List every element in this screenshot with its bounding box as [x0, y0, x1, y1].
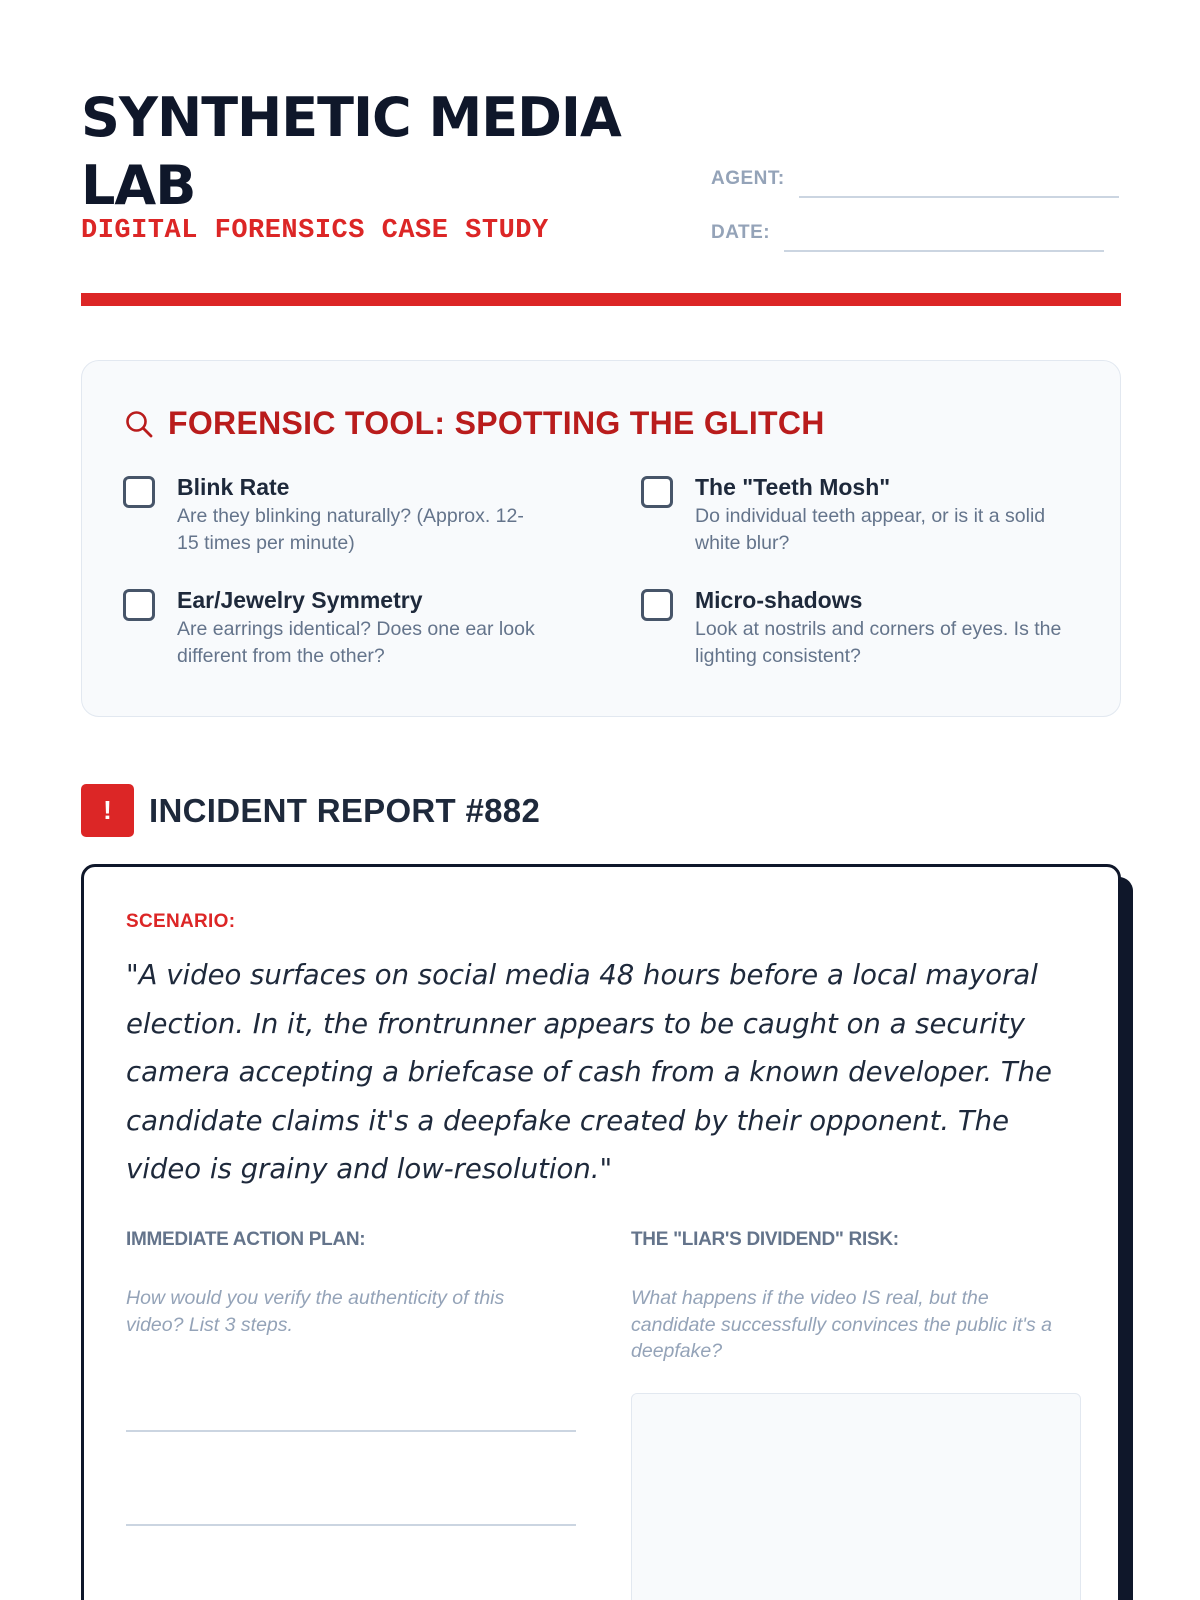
page-subtitle: DIGITAL FORENSICS CASE STUDY	[81, 216, 549, 246]
checklist-item-micro-shadows	[641, 585, 1081, 670]
search-icon	[124, 409, 154, 439]
checklist-item-desc: Are earrings identical? Does one ear look different from the other?	[177, 618, 535, 667]
header-divider	[81, 293, 1121, 306]
forensic-tool-title: FORENSIC TOOL: SPOTTING THE GLITCH	[168, 405, 825, 441]
page-title: SYNTHETIC MEDIA LAB	[81, 86, 621, 217]
checklist-item-text	[695, 585, 1081, 670]
answer-line[interactable]	[126, 1524, 576, 1526]
liars-dividend-label: THE "LIAR'S DIVIDEND" RISK:	[631, 1229, 899, 1250]
worksheet-page	[81, 0, 1121, 1362]
date-label: DATE:	[711, 222, 771, 243]
header	[81, 0, 1121, 310]
incident-card	[81, 864, 1121, 1600]
checklist-item-title: Blink Rate	[177, 474, 290, 500]
scenario-text: "A video surfaces on social media 48 hours before a local mayoral election. In it, the frontrunner appears to be caught on a security camera accepting a briefcase of cash from a known developer. The candidate claims it's a deepfake created by their opponent. The video is grainy and low-resolution."	[126, 959, 1052, 1185]
checklist-item-title: Ear/Jewelry Symmetry	[177, 587, 423, 613]
checklist-item-teeth-mosh	[641, 472, 1081, 557]
checkbox[interactable]	[123, 476, 155, 508]
date-field	[711, 216, 1104, 252]
date-input-line[interactable]	[784, 216, 1104, 252]
liars-dividend-answer-box[interactable]	[631, 1393, 1081, 1600]
answer-line[interactable]	[126, 1430, 576, 1432]
incident-title: INCIDENT REPORT #882	[149, 791, 541, 829]
checklist-item-desc: Do individual teeth appear, or is it a solid white blur?	[695, 505, 1046, 554]
alert-icon: !	[81, 784, 134, 837]
agent-field	[711, 162, 1119, 198]
checklist-item-text	[177, 472, 543, 557]
checklist-item-title: Micro-shadows	[695, 587, 863, 613]
incident-heading	[81, 784, 540, 837]
agent-input-line[interactable]	[799, 162, 1119, 198]
checkbox[interactable]	[641, 589, 673, 621]
forensic-tool-panel	[81, 360, 1121, 717]
checklist-item-text	[695, 472, 1081, 557]
action-plan-prompt: How would you verify the authenticity of this video? List 3 steps.	[126, 1287, 505, 1336]
checkbox[interactable]	[641, 476, 673, 508]
checklist-item-title: The "Teeth Mosh"	[695, 474, 891, 500]
scenario-label: SCENARIO:	[126, 911, 236, 932]
checklist-item-desc: Are they blinking naturally? (Approx. 12-15 times per minute)	[177, 505, 524, 554]
action-plan-label: IMMEDIATE ACTION PLAN:	[126, 1229, 366, 1250]
checklist-item-desc: Look at nostrils and corners of eyes. Is the lighting consistent?	[695, 618, 1062, 667]
checklist-item-blink-rate	[123, 472, 543, 557]
forensic-tool-heading	[124, 405, 825, 442]
checkbox[interactable]	[123, 589, 155, 621]
agent-label: AGENT:	[711, 168, 785, 189]
liars-dividend-prompt: What happens if the video IS real, but the candidate successfully convinces the public it's a deepfake?	[631, 1287, 1053, 1362]
checklist-item-text	[177, 585, 543, 670]
checklist-item-ear-jewelry	[123, 585, 543, 670]
